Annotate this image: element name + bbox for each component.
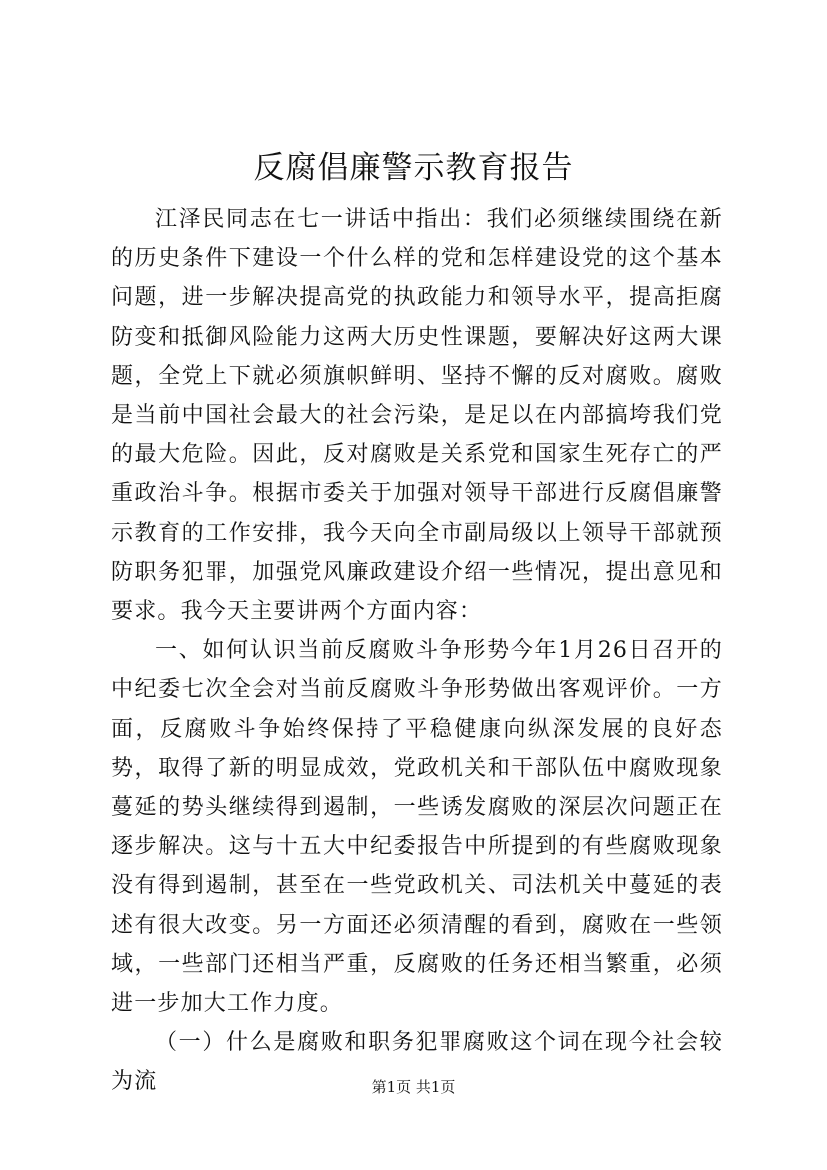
page-footer: 第1页 共1页 [371, 1078, 456, 1096]
paragraph-subsection-one: （一）什么是腐败和职务犯罪腐败这个词在现今社会较为流 [111, 1030, 723, 1095]
document-title: 反腐倡廉警示教育报告 [253, 150, 574, 186]
paragraph-intro: 江泽民同志在七一讲话中指出：我们必须继续围绕在新的历史条件下建设一个什么样的党和怎样建设党的这个基本问题，进一步解决提高党的执政能力和领导水平，提高拒腐防变和抵御风险能力这两大历史性课题，要解决好这两大课题，全党上下就必须旗帜鲜明、坚持不懈的反对腐败。腐败是当前中国社会最大的社会污染，是足以在内部搞垮我们党的最大危险。因此，反对腐败是关系党和国家生死存亡的严重政治斗争。根据市委关于加强对领导干部进行反腐倡廉警示教育的工作安排，我今天向全市副局级以上领导干部就预防职务犯罪，加强党风廉政建设介绍一些情况，提出意见和要求。我今天主要讲两个方面内容： [111, 207, 723, 625]
document-body [111, 200, 723, 1102]
paragraph-section-one: 一、如何认识当前反腐败斗争形势今年1月26日召开的中纪委七次全会对当前反腐败斗争形势做出客观评价。一方面，反腐败斗争始终保持了平稳健康向纵深发展的良好态势，取得了新的明显成效，党政机关和干部队伍中腐败现象蔓延的势头继续得到遏制，一些诱发腐败的深层次问题正在逐步解决。这与十五大中纪委报告中所提到的有些腐败现象没有得到遏制，甚至在一些党政机关、司法机关中蔓延的表述有很大改变。另一方面还必须清醒的看到，腐败在一些领域，一些部门还相当严重，反腐败的任务还相当繁重，必须进一步加大工作力度。 [111, 638, 723, 1017]
